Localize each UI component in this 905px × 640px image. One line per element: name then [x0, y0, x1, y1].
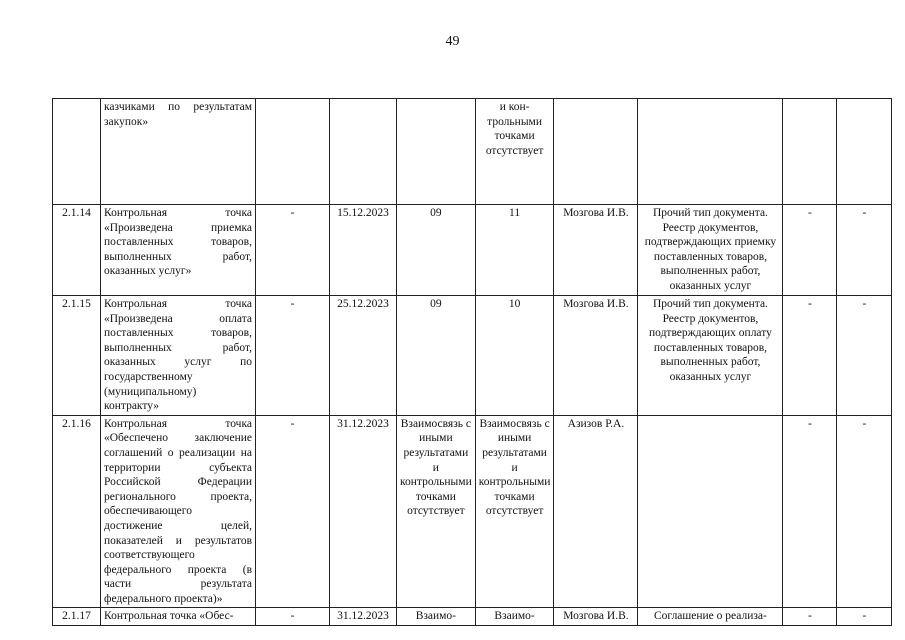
table-row: [53, 296, 892, 416]
row-number: 2.1.17: [53, 608, 101, 626]
responsible-person: Азизов Р.А.: [554, 415, 638, 608]
document-description: [638, 415, 783, 608]
row-number: 2.1.14: [53, 205, 101, 296]
base-value-cell: [256, 99, 330, 205]
base-value-cell: -: [256, 296, 330, 416]
responsible-person: Мозгова И.В.: [554, 205, 638, 296]
control-points-table: [52, 98, 892, 626]
table-row: [53, 415, 892, 608]
row-number: [53, 99, 101, 205]
control-point-name: Контрольная точка «Обеспечено заключение соглашений о реализации на территории субъекта Российской Федерации регионального проекта, обеспечивающего достижение целей, показателей и результатов соответствующего федерального проекта (в части результата федерального проекта)»: [101, 415, 256, 608]
deadline-date: 31.12.2023: [330, 415, 397, 608]
successor-cell: Взаимо-: [475, 608, 554, 626]
predecessor-cell: 09: [397, 296, 476, 416]
level-cell: -: [783, 296, 837, 416]
level-cell: [783, 99, 837, 205]
predecessor-cell: [397, 99, 476, 205]
level-cell: -: [783, 205, 837, 296]
document-description: [638, 99, 783, 205]
predecessor-cell: Взаимо-: [397, 608, 476, 626]
level-cell: -: [783, 415, 837, 608]
document-description: Прочий тип документа. Реестр документов, подтверждающих приемку поставленных товаров, выполненных работ, оказанных услуг: [638, 205, 783, 296]
table-row: [53, 99, 892, 205]
row-number: 2.1.15: [53, 296, 101, 416]
info-system-cell: -: [837, 608, 892, 626]
control-point-name: казчиками по результатам закупок»: [101, 99, 256, 205]
successor-cell: 11: [475, 205, 554, 296]
document-description: Прочий тип документа. Реестр документов, подтверждающих оплату поставленных товаров, выполненных работ, оказанных услуг: [638, 296, 783, 416]
responsible-person: [554, 99, 638, 205]
info-system-cell: [837, 99, 892, 205]
info-system-cell: -: [837, 205, 892, 296]
table-row: [53, 205, 892, 296]
level-cell: -: [783, 608, 837, 626]
successor-cell: 10: [475, 296, 554, 416]
deadline-date: 15.12.2023: [330, 205, 397, 296]
base-value-cell: -: [256, 608, 330, 626]
predecessor-cell: Взаимосвязь с иными результатами и контрольными точками отсутствует: [397, 415, 476, 608]
info-system-cell: -: [837, 415, 892, 608]
document-description: Соглашение о реализа-: [638, 608, 783, 626]
responsible-person: Мозгова И.В.: [554, 608, 638, 626]
deadline-date: [330, 99, 397, 205]
base-value-cell: -: [256, 205, 330, 296]
deadline-date: 31.12.2023: [330, 608, 397, 626]
predecessor-cell: 09: [397, 205, 476, 296]
responsible-person: Мозгова И.В.: [554, 296, 638, 416]
page-number: 49: [445, 34, 460, 49]
control-point-name: Контрольная точка «Обес-: [101, 608, 256, 626]
deadline-date: 25.12.2023: [330, 296, 397, 416]
control-point-name: Контрольная точка «Произведена оплата поставленных товаров, выполненных работ, оказанных услуг по государственному (муниципальному) контракту»: [101, 296, 256, 416]
base-value-cell: -: [256, 415, 330, 608]
successor-cell: и кон-трольными точками отсутствует: [475, 99, 554, 205]
successor-cell: Взаимосвязь с иными результатами и контрольными точками отсутствует: [475, 415, 554, 608]
table-row: [53, 608, 892, 626]
info-system-cell: -: [837, 296, 892, 416]
control-point-name: Контрольная точка «Произведена приемка поставленных товаров, выполненных работ, оказанных услуг»: [101, 205, 256, 296]
row-number: 2.1.16: [53, 415, 101, 608]
